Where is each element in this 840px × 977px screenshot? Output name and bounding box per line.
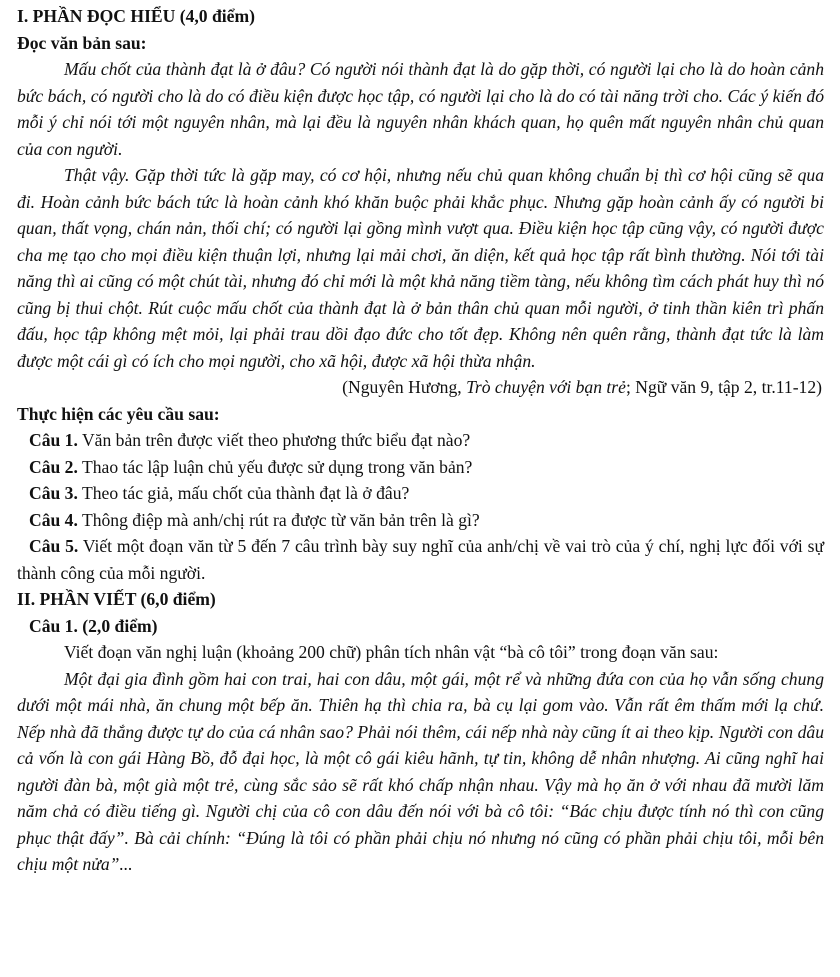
source-author: (Nguyên Hương, [342, 377, 467, 397]
part2-prompt: Viết đoạn văn nghị luận (khoảng 200 chữ) phân tích nhân vật “bà cô tôi” trong đoạn văn sau: [64, 642, 719, 662]
passage-paragraph-1: Mấu chốt của thành đạt là ở đâu? Có người nói thành đạt là do gặp thời, có người lại cho là do hoàn cảnh bức bách, có người cho là do có điều kiện được học tập, có người lại cho là do có tài năng trời cho. Các ý kiến đó mỗi ý chỉ nói tới một nguyên nhân, mà lại đều là nguyên nhân khách quan, họ quên mất nguyên nhân chủ quan của con người. [17, 59, 824, 159]
question-3-label: Câu 3. [29, 483, 78, 503]
source-rest: ; Ngữ văn 9, tập 2, tr.11-12) [625, 377, 822, 397]
question-1-label: Câu 1. [29, 430, 78, 450]
read-instruction: Đọc văn bản sau: [17, 32, 147, 53]
question-2 [17, 454, 824, 481]
question-4-text: Thông điệp mà anh/chị rút ra được từ văn bản trên là gì? [77, 509, 480, 530]
question-2-text: Thao tác lập luận chủ yếu được sử dụng trong văn bản? [77, 456, 473, 477]
question-4 [17, 507, 824, 534]
passage-source [17, 374, 824, 401]
question-4-label: Câu 4. [29, 509, 78, 530]
question-5-text: Viết một đoạn văn từ 5 đến 7 câu trình bày suy nghĩ của anh/chị về vai trò của ý chí, nghị lực đối với sự thành công của mỗi người. [17, 536, 824, 583]
question-1-text: Văn bản trên được viết theo phương thức biểu đạt nào? [77, 430, 471, 450]
question-3 [17, 480, 824, 507]
question-5 [17, 533, 824, 586]
part2-question-label: Câu 1. (2,0 điểm) [29, 615, 158, 636]
question-5-label: Câu 5. [29, 536, 79, 556]
part2-heading: II. PHẦN VIẾT (6,0 điểm) [17, 589, 216, 609]
part2-excerpt: Một đại gia đình gồm hai con trai, hai con dâu, một gái, một rể và những đứa con của họ vẫn sống chung dưới một mái nhà, ăn chung một bếp ăn. Thiên hạ thì chia ra, bà cụ lại gom vào. Vẫn rất êm thấm mới lạ chứ. Nếp nhà đã thắng được tự do của cá nhân sao? Phải nói thêm, cái nếp nhà này cũng ít ai theo kịp. Người con dâu cả vốn là con gái Hàng Bồ, đỗ đại học, là một cô gái kiêu hãnh, tự tin, không dễ nhân nhượng. Ai cũng nghĩ hai người đàn bà, một già một trẻ, cùng sắc sảo sẽ rất khó chấp nhận nhau. Vậy mà họ ăn ở với nhau đã mười lăm năm chả có điều tiếng gì. Người chị của cô con dâu đến nói với bà cô tôi: “Bác chịu được tính nó thì con cũng phục thật đấy”. Bà cải chính: “Đúng là tôi có phần phải chịu nó nhưng nó cũng có phần phải chịu tôi, mỗi bên chịu một nửa”... [17, 668, 824, 874]
tasks-heading: Thực hiện các yêu cầu sau: [17, 403, 220, 424]
question-2-label: Câu 2. [29, 456, 78, 477]
source-title: Trò chuyện với bạn trẻ [466, 377, 626, 397]
part1-heading: I. PHẦN ĐỌC HIỂU (4,0 điểm) [17, 6, 255, 26]
question-3-text: Theo tác giả, mấu chốt của thành đạt là ở đâu? [77, 483, 410, 503]
question-1 [17, 427, 824, 454]
passage-paragraph-2: Thật vậy. Gặp thời tức là gặp may, có cơ hội, nhưng nếu chủ quan không chuẩn bị thì cơ hội cũng sẽ qua đi. Hoàn cảnh bức bách tức là hoàn cảnh khó khăn buộc phải khắc phục. Nhưng gặp hoàn cảnh ấy có người bi quan, thất vọng, chán nản, thối chí; có người lại gồng mình vượt qua. Điều kiện học tập cũng vậy, có người được cha mẹ tạo cho mọi điều kiện thuận lợi, nhưng lại mải chơi, ăn diện, kết quả học tập rất bình thường. Nói tới tài năng thì ai cũng có một chút tài, nhưng đó chỉ mới là một khả năng tiềm tàng, nếu không tìm cách phát huy thì nó cũng bị thui chột. Rút cuộc mấu chốt của thành đạt là ở bản thân chủ quan mỗi người, ở tinh thần kiên trì phấn đấu, học tập không mệt mỏi, lại phải trau dồi đạo đức cho tốt đẹp. Không nên quên rằng, thành đạt tức là làm được một cái gì có ích cho mọi người, cho xã hội, được xã hội thừa nhận. [17, 165, 824, 371]
